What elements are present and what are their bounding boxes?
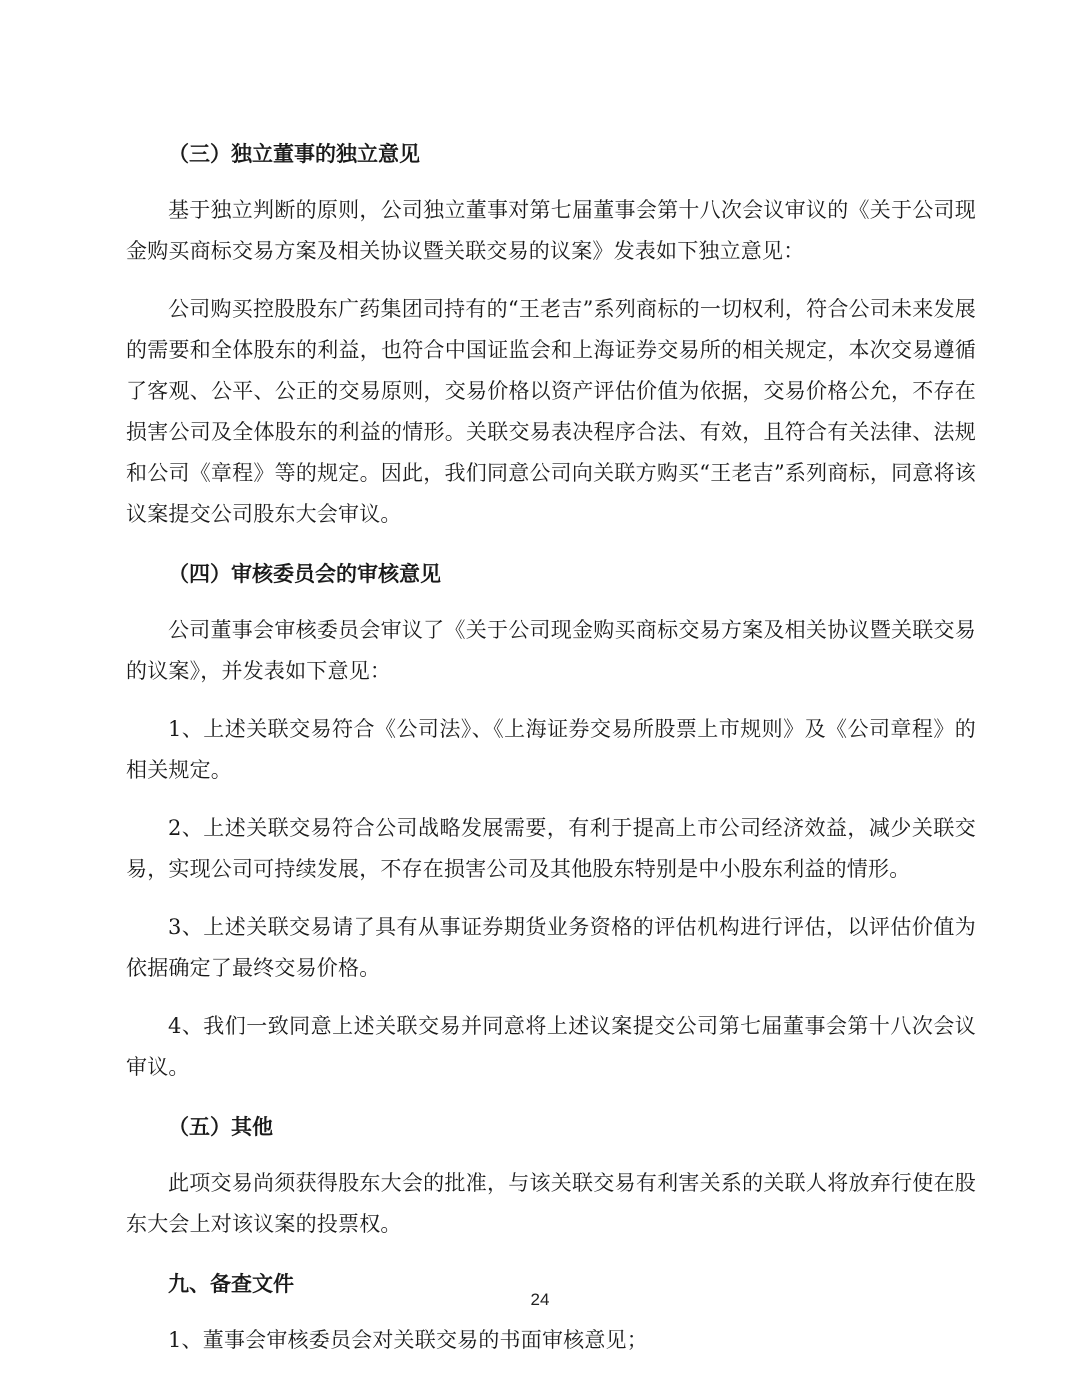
paragraph: 此项交易尚须获得股东大会的批准，与该关联交易有利害关系的关联人将放弃行使在股东大会上对该议案的投票权。	[126, 1171, 976, 1236]
section-heading-other: （五）其他	[168, 1115, 273, 1139]
list-item: 3、上述关联交易请了具有从事证券期货业务资格的评估机构进行评估，以评估价值为依据确定了最终交易价格。	[126, 915, 976, 980]
section-heading-reference-documents: 九、备查文件	[168, 1272, 294, 1296]
list-item: 1、董事会审核委员会对关联交易的书面审核意见；	[168, 1328, 648, 1352]
section-heading-independent-directors: （三）独立董事的独立意见	[168, 142, 420, 166]
section-heading-audit-committee: （四）审核委员会的审核意见	[168, 562, 441, 586]
paragraph: 基于独立判断的原则，公司独立董事对第七届董事会第十八次会议审议的《关于公司现金购买商标交易方案及相关协议暨关联交易的议案》发表如下独立意见：	[126, 198, 976, 263]
paragraph: 公司购买控股股东广药集团司持有的“王老吉”系列商标的一切权利，符合公司未来发展的需要和全体股东的利益，也符合中国证监会和上海证券交易所的相关规定，本次交易遵循了客观、公平、公正的交易原则，交易价格以资产评估价值为依据，交易价格公允，不存在损害公司及全体股东的利益的情形。关联交易表决程序合法、有效，且符合有关法律、法规和公司《章程》等的规定。因此，我们同意公司向关联方购买“王老吉”系列商标，同意将该议案提交公司股东大会审议。	[126, 297, 976, 526]
document-body	[126, 132, 976, 1378]
list-item: 4、我们一致同意上述关联交易并同意将上述议案提交公司第七届董事会第十八次会议审议。	[126, 1014, 976, 1079]
paragraph: 公司董事会审核委员会审议了《关于公司现金购买商标交易方案及相关协议暨关联交易的议案》，并发表如下意见：	[126, 618, 976, 683]
list-item: 1、上述关联交易符合《公司法》、《上海证券交易所股票上市规则》及《公司章程》的相关规定。	[126, 717, 976, 782]
page-number: 24	[530, 1290, 550, 1309]
list-item: 2、上述关联交易符合公司战略发展需要，有利于提高上市公司经济效益，减少关联交易，实现公司可持续发展，不存在损害公司及其他股东特别是中小股东利益的情形。	[126, 816, 976, 881]
